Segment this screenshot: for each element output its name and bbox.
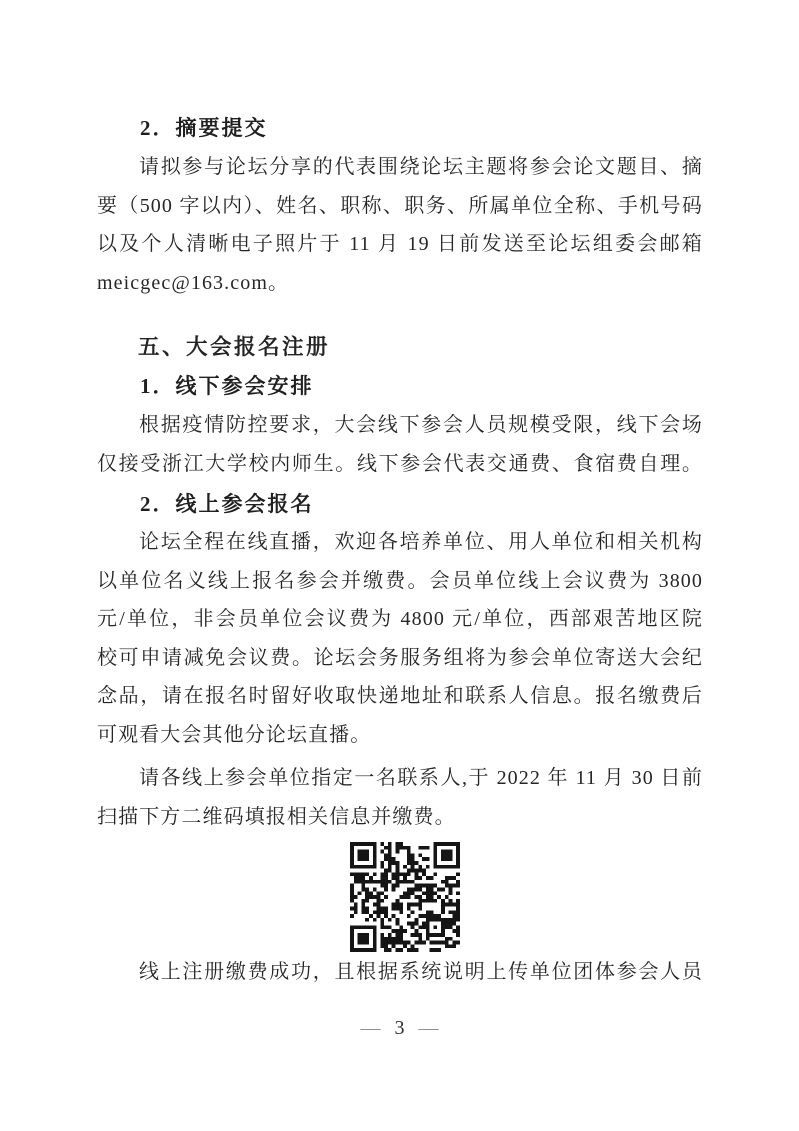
text-line: 念品，请在报名时留好收取快递地址和联系人信息。报名缴费后	[97, 685, 703, 707]
text-line: 请拟参与论坛分享的代表围绕论坛主题将参会论文题目、摘	[139, 156, 703, 178]
paragraph-online	[97, 523, 703, 754]
page-number-dash-left: —	[360, 1017, 381, 1039]
paragraph-upload	[97, 953, 703, 992]
text-line: 要（500 字以内）、姓名、职称、职务、所属单位全称、手机号码	[97, 194, 703, 217]
text-line: 元/单位，非会员单位会议费为 4800 元/单位，西部艰苦地区院	[97, 608, 703, 630]
heading-section5-registration: 五、大会报名注册	[138, 335, 331, 359]
text-line: 论坛全程在线直播，欢迎各培养单位、用人单位和相关机构	[139, 531, 703, 553]
page-number-value: 3	[394, 1017, 405, 1039]
text-line: 请各线上参会单位指定一名联系人,于 2022 年 11 月 30 日前	[139, 767, 703, 789]
text-line: 仅接受浙江大学校内师生。线下参会代表交通费、食宿费自理。	[97, 452, 703, 475]
paragraph-contact	[97, 759, 703, 836]
heading-online-registration: 2．线上参会报名	[140, 492, 314, 516]
text-line: 校可申请减免会议费。论坛会务服务组将为参会单位寄送大会纪	[97, 646, 703, 669]
paragraph-offline	[97, 406, 703, 483]
email-text: meicgec@163.com。	[97, 271, 290, 294]
qr-code-image	[350, 842, 460, 952]
page-number	[0, 1014, 799, 1042]
page-number-dash-right: —	[418, 1017, 439, 1039]
text-line: 以及个人清晰电子照片于 11 月 19 日前发送至论坛组委会邮箱	[97, 233, 703, 255]
text-line: 以单位名义线上报名参会并缴费。会员单位线上会议费为 3800	[97, 569, 703, 592]
heading-offline-attendance: 1．线下参会安排	[140, 374, 314, 398]
heading-abstract-submission: 2．摘要提交	[140, 116, 268, 140]
text-line: 根据疫情防控要求，大会线下参会人员规模受限，线下会场	[139, 414, 703, 436]
text-line: 线上注册缴费成功，且根据系统说明上传单位团体参会人员	[139, 961, 703, 983]
paragraph-abstract	[97, 148, 703, 302]
text-line: 可观看大会其他分论坛直播。	[97, 723, 372, 746]
text-line: 扫描下方二维码填报相关信息并缴费。	[97, 805, 456, 828]
